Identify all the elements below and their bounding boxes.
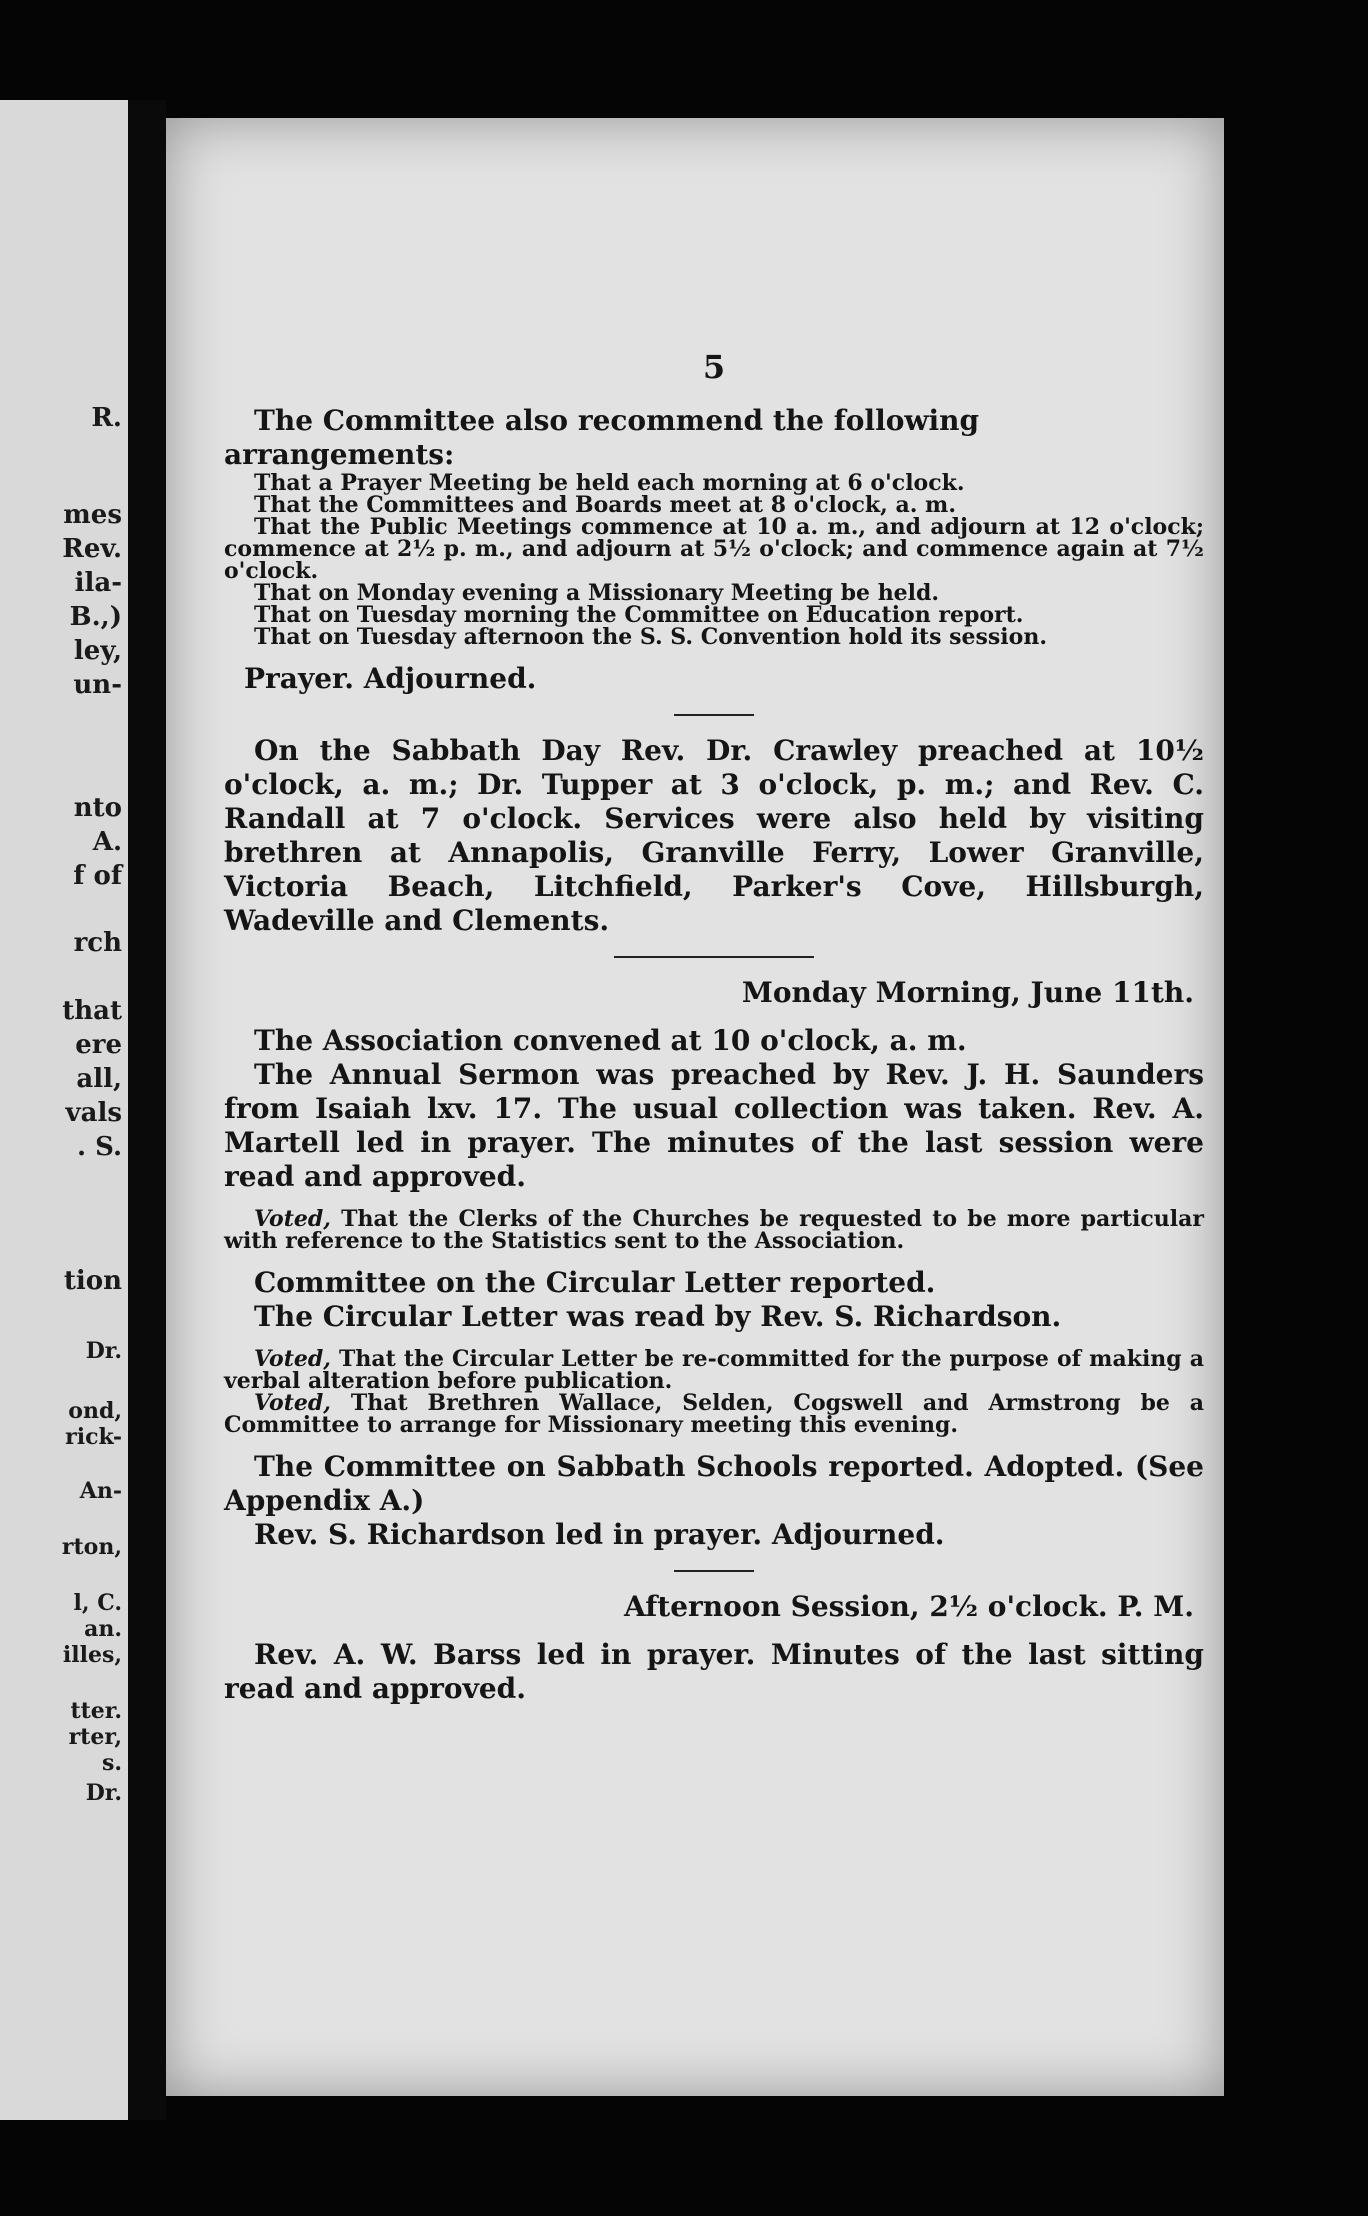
margin-fragment: rton,	[61, 1534, 122, 1560]
afternoon-text: Rev. A. W. Barss led in prayer. Minutes of the last sitting read and approved.	[224, 1638, 1204, 1705]
voted-label: Voted,	[254, 1346, 331, 1372]
arrangements-intro: The Committee also recommend the following arrangements:	[224, 404, 980, 471]
circular-line: The Circular Letter was read by Rev. S. Richardson.	[254, 1300, 1062, 1333]
vote-text: That the Clerks of the Churches be requested to be more particular with reference to the Statistics sent to the Association.	[224, 1206, 1204, 1254]
margin-fragment: Dr.	[85, 1780, 122, 1806]
voted-label: Voted,	[254, 1390, 331, 1416]
page-number: 5	[702, 348, 726, 386]
margin-fragment: vals	[65, 1098, 122, 1128]
margin-fragment: s.	[101, 1750, 122, 1776]
arrangement-item: That on Tuesday afternoon the S. S. Convention hold its session.	[254, 624, 1047, 650]
margin-fragment: illes,	[62, 1642, 122, 1668]
margin-fragment: ley,	[73, 636, 122, 666]
margin-fragment: rch	[73, 928, 122, 958]
margin-fragment: that	[62, 996, 122, 1026]
margin-fragment: ila-	[74, 568, 122, 598]
circular-line: Committee on the Circular Letter reported.	[254, 1266, 936, 1299]
section-divider	[674, 1570, 754, 1572]
afternoon-heading: Afternoon Session, 2½ o'clock. P. M.	[624, 1590, 1194, 1623]
margin-fragment: un-	[73, 670, 122, 700]
margin-fragment: R.	[91, 403, 122, 433]
margin-fragment: An-	[79, 1478, 122, 1504]
monday-heading: Monday Morning, June 11th.	[741, 976, 1194, 1009]
margin-fragment: tter.	[70, 1698, 122, 1724]
book-gutter	[128, 100, 166, 2120]
margin-fragment: mes	[63, 500, 122, 530]
margin-fragment: A.	[92, 827, 122, 857]
vote-brethren	[224, 1392, 1204, 1436]
vote-text: That Brethren Wallace, Selden, Cogswell and Armstrong be a Committee to arrange for Missionary meeting this evening.	[224, 1390, 1204, 1438]
margin-fragment: f of	[73, 861, 122, 891]
arrangement-item: That on Tuesday morning the Committee on Education report.	[254, 602, 1024, 628]
section-divider	[614, 956, 814, 958]
vote-text: That the Circular Letter be re-committed for the purpose of making a verbal alteration before publication.	[224, 1346, 1204, 1394]
margin-fragment: B.,)	[69, 602, 122, 632]
monday-line: The Association convened at 10 o'clock, a. m.	[254, 1024, 967, 1057]
arrangement-item: That the Public Meetings commence at 10 a. m., and adjourn at 12 o'clock; commence at 2½ p. m., and adjourn at 5½ o'clock; and commence again at 7½ o'clock.	[224, 514, 1204, 584]
margin-fragment: nto	[73, 793, 122, 823]
sabbath-paragraph: On the Sabbath Day Rev. Dr. Crawley preached at 10½ o'clock, a. m.; Dr. Tupper at 3 o'clock, p. m.; and Rev. C. Randall at 7 o'clock. Services were also held by visiting brethren at Annapolis, Granville Ferry, Lower Granville, Victoria Beach, Litchfield, Parker's Cove, Hillsburgh, Wadeville and Clements.	[224, 734, 1204, 937]
margin-fragment: Dr.	[85, 1338, 122, 1364]
margin-fragment: rter,	[68, 1724, 122, 1750]
section-divider	[674, 714, 754, 716]
sabbath-schools-report: The Committee on Sabbath Schools reported. Adopted. (See Appendix A.)	[224, 1450, 1204, 1517]
arrangement-item: That on Monday evening a Missionary Meeting be held.	[254, 580, 940, 606]
margin-fragment: ere	[75, 1030, 122, 1060]
margin-fragment: l, C.	[73, 1590, 122, 1616]
margin-fragment: tion	[63, 1266, 122, 1296]
vote-clerks	[224, 1208, 1204, 1252]
monday-line: The Annual Sermon was preached by Rev. J. H. Saunders from Isaiah lxv. 17. The usual collection was taken. Rev. A. Martell led in prayer. The minutes of the last session were read and approved.	[224, 1058, 1204, 1193]
adjacent-page-fragment	[0, 100, 128, 2120]
margin-fragment: rick-	[65, 1424, 122, 1450]
voted-label: Voted,	[254, 1206, 331, 1232]
document-page	[166, 118, 1224, 2096]
margin-fragment: . S.	[76, 1132, 122, 1162]
page-body	[224, 348, 1204, 1706]
vote-circular	[224, 1348, 1204, 1392]
prayer-adjourned: Prayer. Adjourned.	[244, 662, 537, 695]
arrangement-item: That the Committees and Boards meet at 8 o'clock, a. m.	[254, 492, 956, 518]
margin-fragment: Rev.	[62, 534, 122, 564]
richardson-prayer: Rev. S. Richardson led in prayer. Adjourned.	[254, 1518, 945, 1551]
margin-fragment: all,	[76, 1064, 122, 1094]
margin-fragment: ond,	[68, 1398, 122, 1424]
arrangement-item: That a Prayer Meeting be held each morning at 6 o'clock.	[254, 470, 965, 496]
margin-fragment: an.	[84, 1616, 122, 1642]
